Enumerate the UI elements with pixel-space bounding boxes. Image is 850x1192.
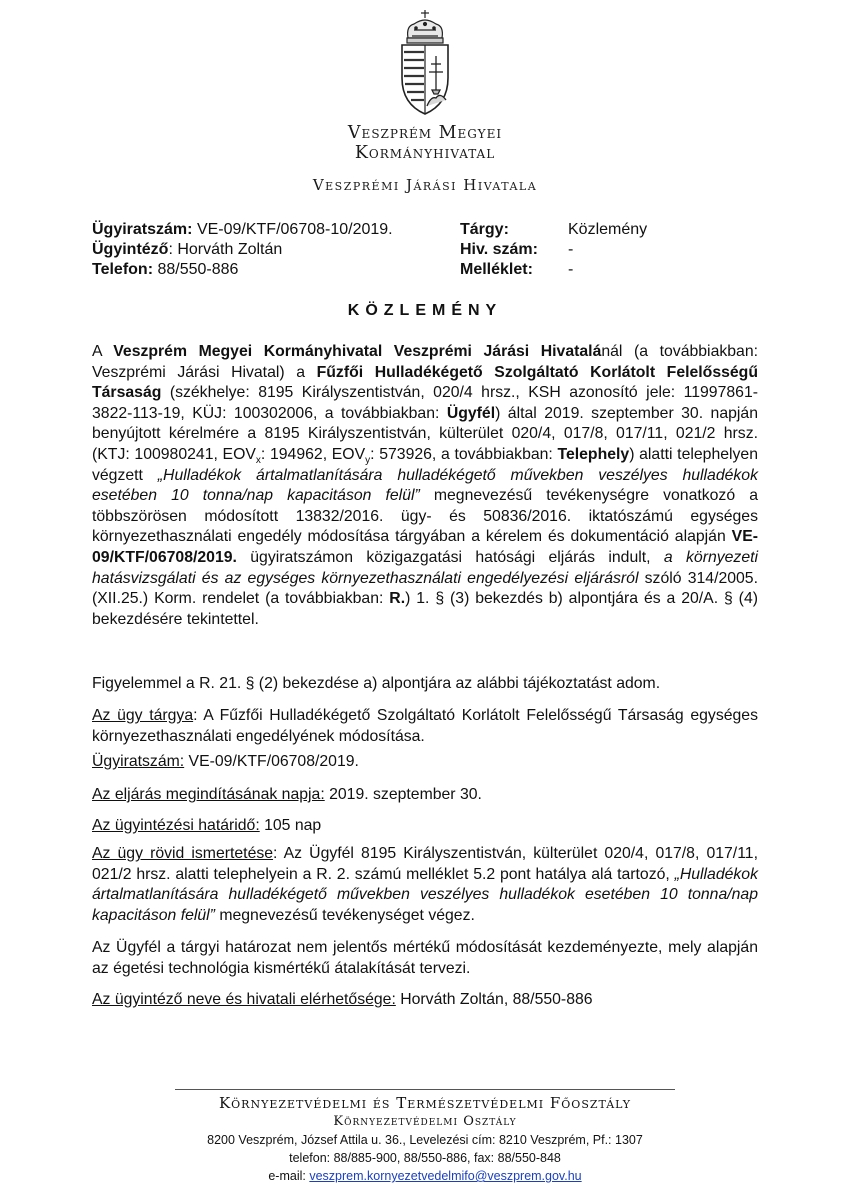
org-name-line2: Kormányhivatal <box>354 143 496 163</box>
modification-paragraph: Az Ügyfél a tárgyi határozat nem jelentős mértékű módosítását kezdeményezte, mely alapján az égetési technológia kismértékű átalakítását tervezi. <box>92 939 758 977</box>
phone-label: Telefon: <box>92 261 154 278</box>
subject-row <box>460 220 647 240</box>
handler-row <box>92 240 393 260</box>
contact-paragraph: Az ügyintéző neve és hivatali elérhetősége: Horváth Zoltán, 88/550-886 <box>92 991 593 1008</box>
footer-phone: telefon: 88/885-900, 88/550-886, fax: 88/550-848 <box>289 1151 561 1165</box>
attachment-row <box>460 260 647 280</box>
footer-email-link[interactable]: veszprem.kornyezetvedelmifo@veszprem.gov.hu <box>309 1169 582 1183</box>
reference-label: Hiv. szám: <box>460 241 538 258</box>
start-date-label: Az eljárás megindításának napja: <box>92 786 325 803</box>
handler-label: Ügyintéző <box>92 241 169 258</box>
footer-unit: Környezetvédelmi Osztály <box>333 1114 517 1129</box>
org-name-line1: Veszprém Megyei <box>347 123 503 143</box>
case-subject-label: Az ügy tárgya <box>92 707 194 724</box>
handler-value: : Horváth Zoltán <box>168 241 283 258</box>
phone-row <box>92 260 393 280</box>
footer-email-row <box>0 1169 850 1183</box>
case-meta-right <box>460 220 647 280</box>
footer-email-label: e-mail: <box>268 1169 310 1183</box>
attachment-label: Melléklet: <box>460 261 533 278</box>
reference-value: - <box>568 241 574 258</box>
document-title: KÖZLEMÉNY <box>347 302 503 319</box>
main-paragraph: A Veszprém Megyei Kormányhivatal Veszprémi Járási Hivatalánál (a továbbiakban: Veszprémi Járási Hivatal) a Fűzfői Hulladékégető Szolgáltató Korlátolt Felelősségű Társaság (székhelye: 8195 Királyszentistván, 020/4 hrsz., KSH azonosító jele: 11997861-3822-113-19, KÜJ: 100302006, a továbbiakban: Ügyfél) által 2019. szeptember 30. napján benyújtott kérelmére a 8195 Királyszentistván, külterület 020/4, 017/8, 017/11, 021/2 hrsz. (KTJ: 100980241, $EOV_x$: 194962, $EOV_y$: 573926, a továbbiakban: Telephely) alatti telephelyen végzett „Hulladékok ártalmatlanítására hulladékégető művekben veszélyes hulladékok esetében 10 tonna/nap kapacitáson felül” megnevezésű tevékenységre vonatkozó a többszörösen módosított 13832/2016. ügy- és 50836/2016. iktatószámú egységes környezethasználati engedély módosítása tárgyában a kérelem és dokumentáció alapján VE-09/KTF/06708/2019. ügyiratszámon közigazgatási hatósági eljárás indult, a környezeti hatásvizsgálati és az egységes környezethasználati engedélyezési eljárásról szóló 314/2005.(XII.25.) Korm. rendelet (a továbbiakban: R.) 1. § (3) bekezdés b) alpontjára és a 20/A. § (4) bekezdésére tekintettel. <box>92 343 759 628</box>
case-number-row <box>92 220 393 240</box>
case-subject-paragraph: Az ügy tárgya: A Fűzfői Hulladékégető Szolgáltató Korlátolt Felelősségű Társaság egységes környezethasználati engedélyének módosítása. <box>92 707 758 745</box>
contact-label: Az ügyintéző neve és hivatali elérhetősége: <box>92 991 396 1008</box>
deadline-label: Az ügyintézési határidő: <box>92 817 260 834</box>
case-summary-paragraph: Az ügy rövid ismertetése: Az Ügyfél 8195 Királyszentistván, külterület 020/4, 017/8, 017/11, 021/2 hrsz. alatti telephelyein a R. 2. számú melléklet 5.2 pont hatálya alá tartozó, „Hulladékok ártalmatlanítására hulladékégető művekben veszélyes hulladékok esetében 10 tonna/nap kapacitáson felül” megnevezésű tevékenységet végez. <box>92 845 758 924</box>
phone-value: 88/550-886 <box>157 261 239 278</box>
department-name: Veszprémi Járási Hivatala <box>312 176 538 194</box>
case-number-paragraph: Ügyiratszám: VE-09/KTF/06708/2019. <box>92 753 359 770</box>
footer-department: Környezetvédelmi és Természetvédelmi Főosztály <box>218 1094 632 1112</box>
case-number-label: Ügyiratszám: <box>92 221 193 238</box>
start-date-paragraph: Az eljárás megindításának napja: 2019. szeptember 30. <box>92 786 482 803</box>
footer-divider <box>175 1089 675 1090</box>
case-number-value: VE-09/KTF/06708-10/2019. <box>196 221 393 238</box>
footer-address: 8200 Veszprém, József Attila u. 36., Levelezési cím: 8210 Veszprém, Pf.: 1307 <box>207 1133 643 1147</box>
reference-row <box>460 240 647 260</box>
case-meta-left <box>92 220 393 280</box>
coat-of-arms-icon <box>394 8 456 116</box>
info-intro-paragraph: Figyelemmel a R. 21. § (2) bekezdése a) alpontjára az alábbi tájékoztatást adom. <box>92 675 661 692</box>
subject-value: Közlemény <box>568 221 648 238</box>
deadline-paragraph: Az ügyintézési határidő: 105 nap <box>92 817 322 834</box>
subject-label: Tárgy: <box>460 221 509 238</box>
case-number-paragraph-label: Ügyiratszám: <box>92 753 185 770</box>
case-summary-label: Az ügy rövid ismertetése <box>92 845 274 862</box>
attachment-value: - <box>568 261 574 278</box>
